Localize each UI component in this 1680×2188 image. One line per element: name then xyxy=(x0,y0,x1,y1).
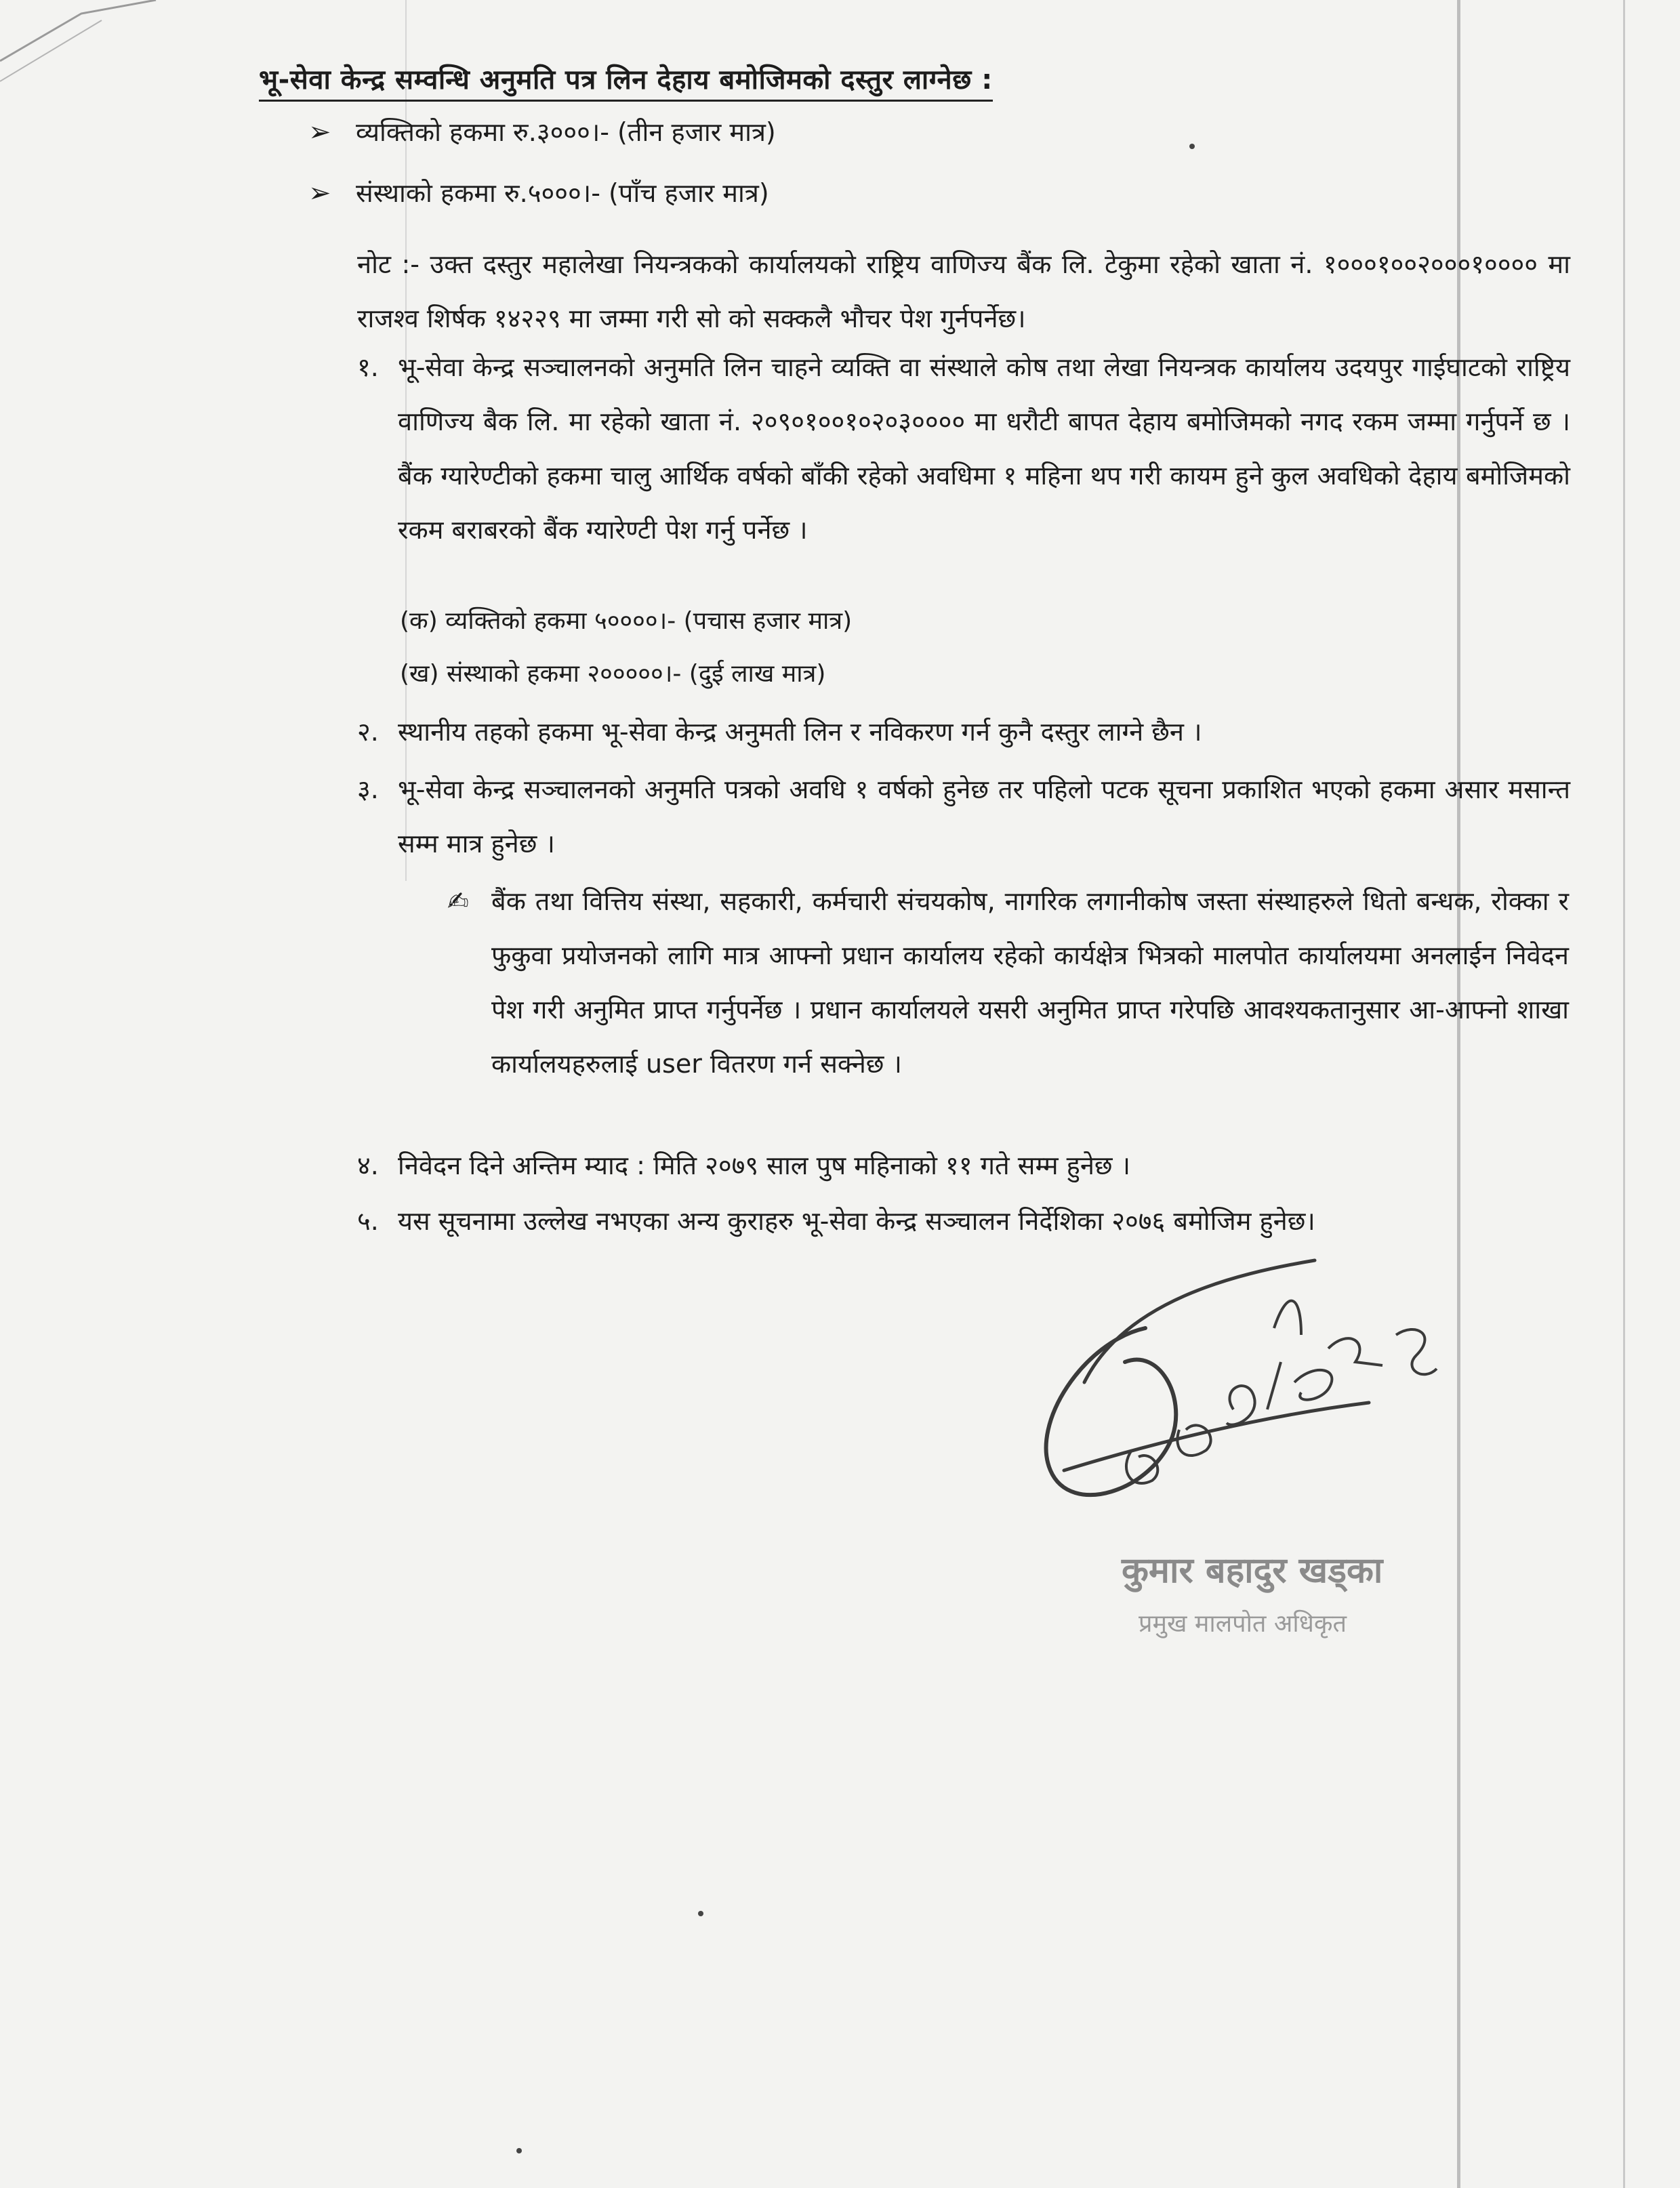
item-text: निवेदन दिने अन्तिम म्याद : मिति २०७९ साल पुष महिनाको ११ गते सम्म हुनेछ । xyxy=(398,1151,1131,1180)
fee-note: नोट :- उक्त दस्तुर महालेखा नियन्त्रकको कार्यालयको राष्ट्रिय वाणिज्य बैंक लि. टेकुमा रहेको खाता नं. १०००१००२०००१०००० मा राजश्व शिर्षक १४२२९ मा जम्मा गरी सो को सक्कलै भौचर पेश गुर्नपर्नेछ। xyxy=(357,249,1570,333)
item-text: भू-सेवा केन्द्र सञ्चालनको अनुमति लिन चाहने व्यक्ति वा संस्थाले कोष तथा लेखा नियन्त्रक कार्यालय उदयपुर गाईघाटको राष्ट्रिय वाणिज्य बैक लि. मा रहेको खाता नं. २०९०१००१०२०३०००० मा धरौटी बापत देहाय बमोजिमको नगद रकम जम्मा गर्नुपर्ने छ । बैंक ग्यारेण्टीको हकमा चालु आर्थिक वर्षको बाँकी रहेको अवधिमा १ महिना थप गरी कायम हुने कुल अवधिको देहाय बमोजिमको रकम बराबरको बैंक ग्यारेण्टी पेश गर्नु पर्नेछ । xyxy=(398,352,1570,545)
page-corner-fold xyxy=(0,0,176,95)
fee-text: संस्थाको हकमा रु.५०००।- (पाँच हजार मात्र) xyxy=(356,178,769,208)
institution-note-text: बैंक तथा वित्तिय संस्था, सहकारी, कर्मचारी संचयकोष, नागरिक लगानीकोष जस्ता संस्थाहरुले धितो बन्धक, रोक्का र फुकुवा प्रयोजनको लागि मात्र आफ्नो प्रधान कार्यालय रहेको कार्यक्षेत्र भित्रको मालपोत कार्यालयमा अनलाईन निवेदन पेश गरी अनुमित प्राप्त गर्नुपर्नेछ । प्रधान कार्यालयले यसरी अनुमित प्राप्त गरेपछि आवश्यकतानुसार आ-आफ्नो शाखा कार्यालयहरुलाई user वितरण गर्न सक्नेछ । xyxy=(491,886,1569,1079)
list-item xyxy=(357,762,1570,871)
deposit-individual: (क) व्यक्तिको हकमा ५००००।- (पचास हजार मात्र) xyxy=(400,607,853,635)
scan-speck xyxy=(698,1911,703,1916)
scan-streak xyxy=(1623,0,1625,2188)
item-text: स्थानीय तहको हकमा भू-सेवा केन्द्र अनुमती लिन र नविकरण गर्न कुनै दस्तुर लाग्ने छैन । xyxy=(398,717,1202,747)
item-number: ३. xyxy=(357,775,379,804)
signatory-title: प्रमुख मालपोत अधिकृत xyxy=(1139,1610,1347,1638)
list-item xyxy=(357,340,1570,557)
item-number: १. xyxy=(357,352,379,382)
handwritten-signature xyxy=(949,1247,1477,1552)
deposit-organization: (ख) संस्थाको हकमा २०००००।- (दुई लाख मात्र) xyxy=(400,660,826,688)
item-number: २. xyxy=(357,717,379,747)
fee-bullet-organization xyxy=(308,175,769,210)
item-number: ५. xyxy=(357,1206,379,1236)
list-item xyxy=(357,1138,1570,1193)
arrow-bullet-icon: ➢ xyxy=(308,178,331,209)
fee-text: व्यक्तिको हकमा रु.३०००।- (तीन हजार मात्र) xyxy=(356,117,776,147)
list-item xyxy=(357,1194,1570,1248)
list-item xyxy=(357,705,1570,759)
item-text: भू-सेवा केन्द्र सञ्चालनको अनुमति पत्रको अवधि १ वर्षको हुनेछ तर पहिलो पटक सूचना प्रकाशित भएको हकमा असार मसान्त सम्म मात्र हुनेछ । xyxy=(398,775,1570,859)
writing-hand-icon: ✍ xyxy=(447,886,469,916)
section-heading: भू-सेवा केन्द्र सम्वन्धि अनुमति पत्र लिन देहाय बमोजिमको दस्तुर लाग्नेछ : xyxy=(259,60,993,102)
scan-speck xyxy=(1189,144,1195,149)
scan-speck xyxy=(516,2148,522,2153)
item-number: ४. xyxy=(357,1151,379,1180)
institution-note xyxy=(447,874,1569,1091)
arrow-bullet-icon: ➢ xyxy=(308,117,331,148)
fee-bullet-individual xyxy=(308,114,776,149)
signatory-name: कुमार बहादुर खड्का xyxy=(1122,1550,1383,1591)
item-text: यस सूचनामा उल्लेख नभएका अन्य कुराहरु भू-सेवा केन्द्र सञ्चालन निर्देशिका २०७६ बमोजिम हुनेछ। xyxy=(398,1206,1315,1236)
